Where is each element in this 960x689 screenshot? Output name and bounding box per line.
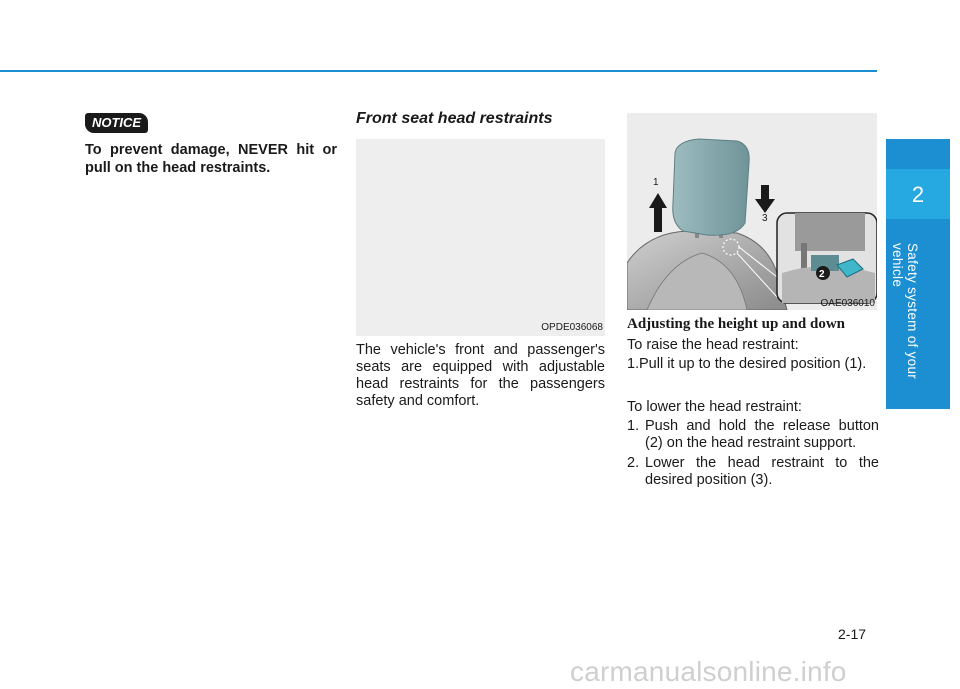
figure-head-restraint-adjust xyxy=(627,113,877,310)
notice-text: To prevent damage, NEVER hit or pull on the head restraints. xyxy=(85,142,337,176)
raise-step-1: 1. Pull it up to the desired position (1). xyxy=(627,356,867,372)
lower-intro: To lower the head restraint: xyxy=(627,399,802,415)
figure-code: OPDE036068 xyxy=(541,322,603,333)
notice-badge: NOTICE xyxy=(85,113,148,133)
callout-3: 3 xyxy=(762,213,768,224)
section-title: Front seat head restraints xyxy=(356,110,553,127)
chapter-label: Safety system of your vehicle xyxy=(890,243,920,380)
section-body-text: The vehicle's front and passenger's seats are equipped with adjustable head restraints for the passengers safety and comfort. xyxy=(356,342,605,409)
chapter-number: 2 xyxy=(886,169,950,219)
figure-code: OAE036010 xyxy=(820,298,875,309)
lower-step-1: 1. Push and hold the release button (2) on the head restraint support. xyxy=(627,418,879,451)
top-rule xyxy=(0,70,877,72)
chapter-tab xyxy=(886,139,950,409)
raise-intro: To raise the head restraint: xyxy=(627,337,799,353)
callout-2: 2 xyxy=(819,269,825,280)
watermark: carmanualsonline.info xyxy=(570,656,847,687)
figure-front-seat xyxy=(356,139,605,336)
page-number: 2-17 xyxy=(838,626,867,642)
head-restraint-illustration xyxy=(627,113,877,310)
lower-step-2: 2. Lower the head restraint to the desired position (3). xyxy=(627,455,879,488)
callout-1: 1 xyxy=(653,177,659,188)
adjust-heading: Adjusting the height up and down xyxy=(627,316,845,332)
